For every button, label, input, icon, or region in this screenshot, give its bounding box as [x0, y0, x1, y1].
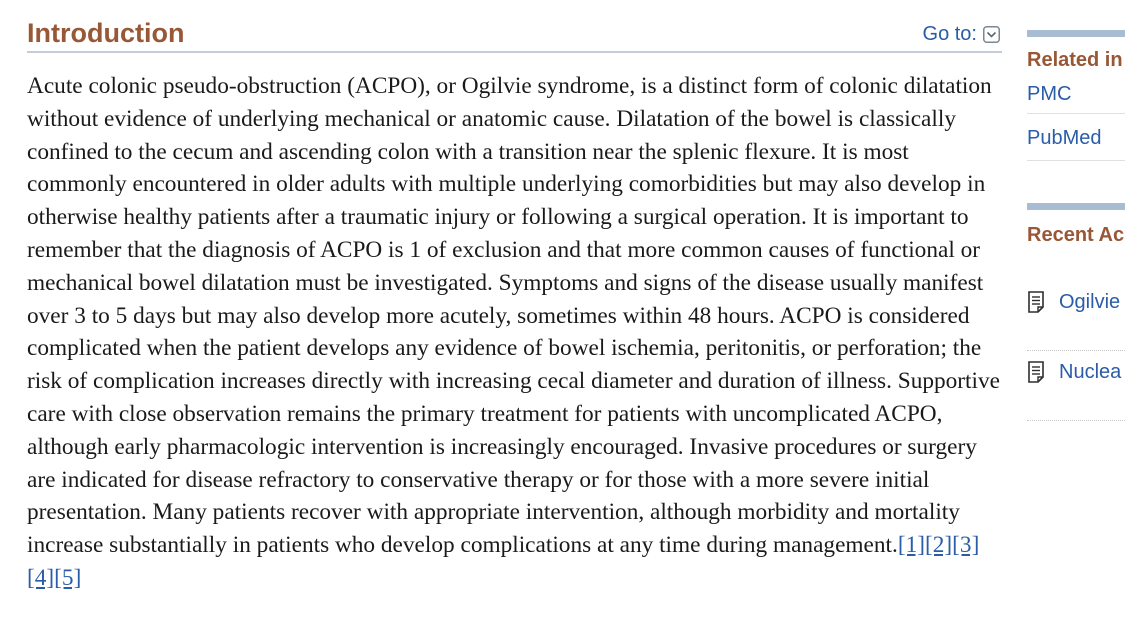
recent-item-ogilvie[interactable] — [1027, 291, 1120, 313]
related-link-pmc[interactable]: PMC — [1027, 83, 1072, 105]
sidebar-divider-bar — [1027, 30, 1125, 37]
related-info-heading: Related in — [1027, 49, 1123, 71]
sidebar — [1027, 0, 1125, 644]
article-section — [27, 14, 1002, 595]
document-icon — [1027, 361, 1045, 383]
sidebar-divider-bar — [1027, 203, 1125, 210]
related-link-pubmed[interactable]: PubMed — [1027, 127, 1102, 149]
document-icon — [1027, 291, 1045, 313]
paragraph-text: Acute colonic pseudo-obstruction (ACPO), or Ogilvie syndrome, is a distinct form of colonic dilatation without evidence of underlying mechanical or anatomic cause. Dilatation of the bowel is classically confined to the cecum and ascending colon with a transition near the splenic flexure. It is most commonly encountered in older adults with multiple underlying comorbidities but may also develop in otherwise healthy patients after a traumatic injury or following a surgical operation. It is important to remember that the diagnosis of ACPO is 1 of exclusion and that more common causes of functional or mechanical bowel dilatation must be investigated. Symptoms and signs of the disease usually manifest over 3 to 5 days but may also develop more acutely, sometimes within 48 hours. ACPO is considered complicated when the patient develops any evidence of bowel ischemia, peritonitis, or perforation; the risk of complication increases directly with increasing cecal diameter and duration of illness. Supportive care with close observation remains the primary treatment for patients with uncomplicated ACPO, although early pharmacologic intervention is increasingly encouraged. Invasive procedures or surgery are indicated for disease refractory to conservative therapy or for those with a more severe initial presentation. Many patients recover with appropriate intervention, although morbidity and mortality increase substantially in patients who develop complications at any time during management. — [27, 73, 1000, 559]
goto-menu-button[interactable] — [923, 24, 1000, 44]
recent-item-label: Nuclea — [1059, 361, 1122, 383]
goto-label: Go to: — [922, 23, 977, 45]
intro-paragraph — [27, 53, 1002, 595]
chevron-down-icon — [983, 26, 1000, 43]
citation-link-5[interactable]: [5] — [54, 564, 82, 591]
recent-activity-heading: Recent Ac — [1027, 224, 1125, 246]
recent-item-nuclear[interactable] — [1027, 361, 1121, 383]
sidebar-separator — [1027, 160, 1125, 161]
citation-link-2[interactable]: [2] — [924, 532, 953, 559]
citation-link-1[interactable]: [1] — [897, 532, 925, 559]
recent-item-label: Ogilvie — [1059, 291, 1121, 313]
section-header — [27, 14, 1002, 53]
sidebar-separator — [1027, 420, 1125, 421]
sidebar-separator — [1027, 113, 1125, 114]
section-title: Introduction — [27, 18, 185, 48]
citation-link-4[interactable]: [4] — [27, 564, 55, 591]
sidebar-separator — [1027, 350, 1125, 351]
citation-link-3[interactable]: [3] — [952, 532, 980, 559]
